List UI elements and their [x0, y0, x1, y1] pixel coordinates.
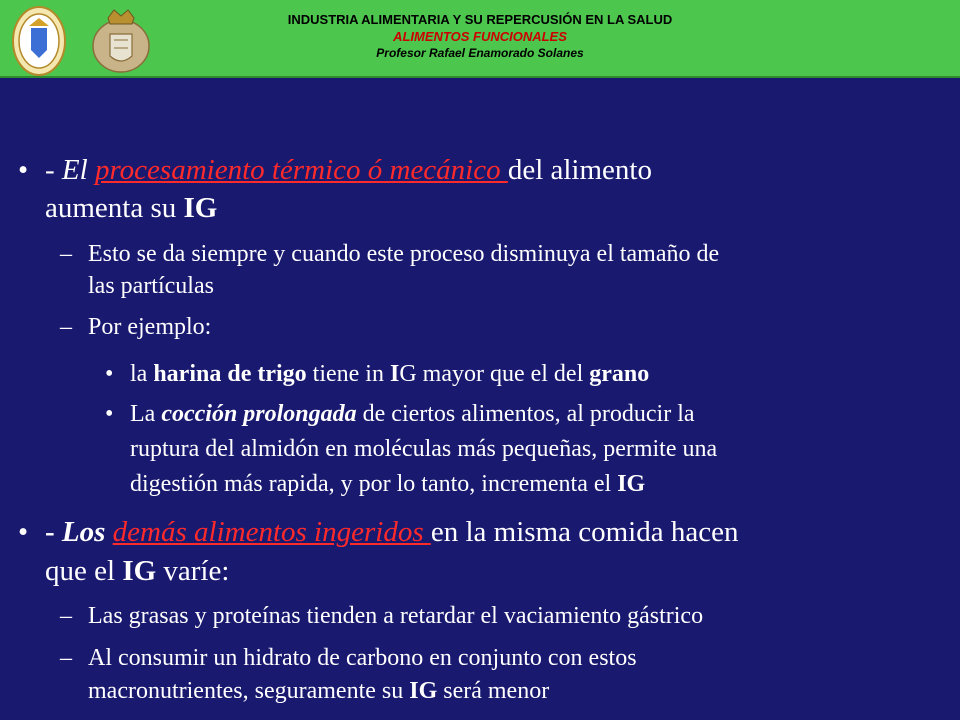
bullet1-line1	[45, 153, 652, 187]
bullet2-line1	[45, 515, 738, 549]
sub1-line2: las partículas	[88, 273, 214, 299]
ex2-ig: IG	[617, 471, 646, 497]
ex1-d: I	[389, 361, 400, 387]
bullet2-line2	[45, 554, 229, 588]
ex2-b: cocción prolongada	[161, 401, 357, 427]
bullet2-highlight: demás alimentos ingeridos	[112, 516, 431, 548]
bullet1-ig: IG	[183, 192, 218, 224]
bullet-marker: •	[105, 361, 114, 387]
bullet2-lead: Los	[61, 516, 113, 548]
example2-line3	[130, 469, 645, 499]
bullet1-highlight: procesamiento térmico ó mecánico	[94, 154, 508, 186]
ex1-e: G mayor que el del	[399, 361, 590, 387]
ex1-b: harina de trigo	[153, 361, 307, 387]
bullet2-sub2-line1: Al consumir un hidrato de carbono en conjunto con estos	[88, 645, 637, 671]
professor-name: Profesor Rafael Enamorado Solanes	[376, 46, 584, 60]
bullet1-prefix: -	[45, 154, 62, 186]
bullet2-line2-a: que el	[45, 555, 123, 587]
course-title: INDUSTRIA ALIMENTARIA Y SU REPERCUSIÓN EN LA SALUD	[287, 12, 673, 27]
ex1-a: la	[130, 361, 154, 387]
bullet1-line2-text: aumenta su	[45, 192, 184, 224]
bullet2-ig: IG	[122, 555, 157, 587]
dash-marker: –	[60, 603, 72, 629]
bullet2-line2-b: varíe:	[156, 555, 230, 587]
ex1-f: grano	[589, 361, 650, 387]
dash-marker: –	[60, 645, 72, 671]
sub1-line1: Esto se da siempre y cuando este proceso disminuya el tamaño de	[88, 241, 720, 267]
example2-line1	[130, 399, 695, 429]
ex2-line3-text: digestión más rapida, y por lo tanto, incrementa el	[130, 471, 618, 497]
sub2-line2-c: será menor	[437, 678, 550, 704]
ex1-c: tiene in	[306, 361, 390, 387]
ex2-a: La	[130, 401, 162, 427]
dash-marker: –	[60, 314, 72, 340]
bullet1-lead: El	[61, 154, 95, 186]
topic-title: ALIMENTOS FUNCIONALES	[393, 29, 567, 44]
sub2-ig: IG	[409, 678, 438, 704]
bullet2-rest: en la misma comida hacen	[430, 516, 739, 548]
bullet2-prefix: -	[45, 516, 62, 548]
bullet2-sub1: Las grasas y proteínas tienden a retardar el vaciamiento gástrico	[88, 603, 704, 629]
bullet-marker: •	[105, 401, 114, 427]
ex2-c: de ciertos alimentos, al producir la	[356, 401, 695, 427]
bullet1-rest: del alimento	[507, 154, 652, 186]
bullet1-line2	[45, 191, 217, 225]
sub2-text: Por ejemplo:	[88, 314, 212, 340]
sub2-line2-a: macronutrientes, seguramente su	[88, 678, 410, 704]
example2-line2: ruptura del almidón en moléculas más pequeñas, permite una	[130, 436, 718, 462]
bullet2-sub2-line2	[88, 676, 549, 706]
dash-marker: –	[60, 241, 72, 267]
bullet-marker: •	[18, 516, 29, 548]
example1-line	[130, 359, 649, 389]
bullet-marker: •	[18, 154, 29, 186]
